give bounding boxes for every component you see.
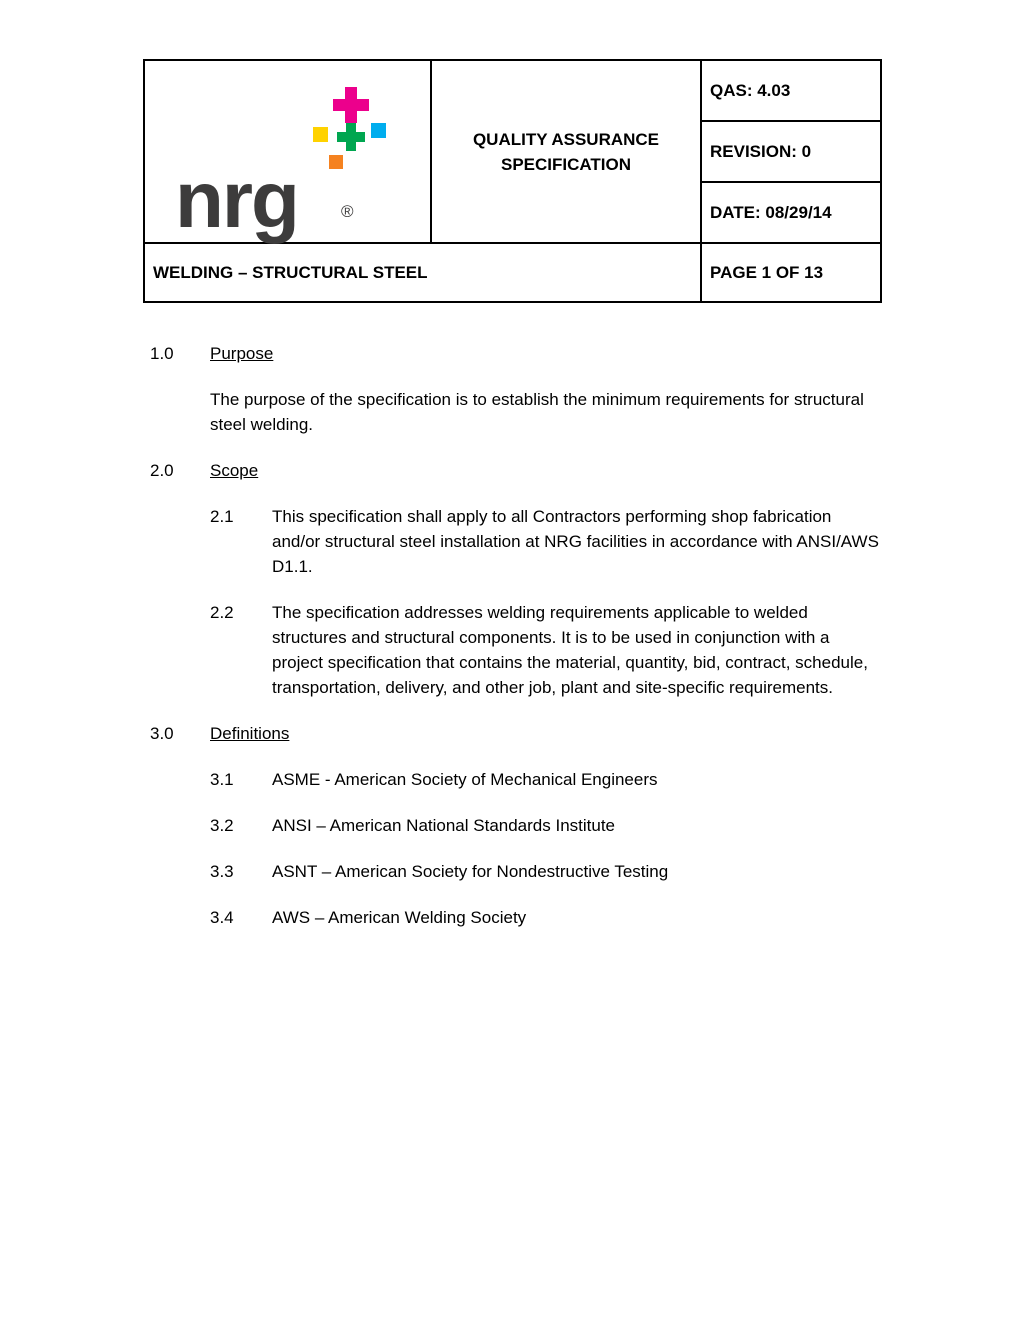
plus-icon-green (337, 123, 365, 151)
nrg-wordmark: nrg (175, 155, 298, 244)
paragraph-number: 2.2 (210, 603, 234, 622)
date-cell: DATE: 08/29/14 (701, 182, 881, 243)
definition-item (210, 767, 880, 792)
square-icon-orange (329, 155, 343, 169)
section-number: 1.0 (150, 344, 174, 363)
revision-cell: REVISION: 0 (701, 121, 881, 182)
section-number: 2.0 (150, 461, 174, 480)
plus-icon-magenta (333, 87, 369, 123)
paragraph (210, 600, 880, 700)
paragraph-number: 3.1 (210, 770, 234, 789)
document-title-cell: WELDING – STRUCTURAL STEEL (144, 243, 701, 302)
definition-text: ANSI – American National Standards Institute (272, 816, 616, 835)
page-number-cell: PAGE 1 OF 13 (701, 243, 881, 302)
definition-text: AWS – American Welding Society (272, 908, 527, 927)
logo-cell (144, 60, 431, 243)
paragraph-number: 3.4 (210, 908, 234, 927)
square-icon-blue (371, 123, 386, 138)
section-heading-row (150, 341, 880, 366)
section-number: 3.0 (150, 724, 174, 743)
paragraph-number: 2.1 (210, 507, 234, 526)
paragraph (210, 387, 880, 437)
square-icon-yellow (313, 127, 328, 142)
doc-type-cell: QUALITY ASSURANCE SPECIFICATION (431, 60, 701, 243)
definition-item (210, 859, 880, 884)
paragraph (210, 504, 880, 579)
registered-trademark-icon: ® (341, 202, 354, 221)
section-title: Definitions (210, 724, 290, 743)
qas-number-cell: QAS: 4.03 (701, 60, 881, 121)
header-table (143, 59, 882, 303)
definition-item (210, 905, 880, 930)
nrg-logo (145, 61, 430, 242)
section-heading-row (150, 721, 880, 746)
paragraph-number: 3.3 (210, 862, 234, 881)
document-body (150, 341, 880, 951)
section-title: Purpose (210, 344, 274, 363)
definition-text: ASNT – American Society for Nondestructive Testing (272, 862, 669, 881)
section-title: Scope (210, 461, 259, 480)
definition-text: ASME - American Society of Mechanical Engineers (272, 770, 658, 789)
definition-item (210, 813, 880, 838)
paragraph-text: The purpose of the specification is to establish the minimum requirements for structural steel welding. (210, 390, 864, 434)
paragraph-number: 3.2 (210, 816, 234, 835)
paragraph-text: The specification addresses welding requirements applicable to welded structures and structural components. It is to be used in conjunction with a project specification that contains the material, quantity, bid, contract, schedule, transportation, delivery, and other job, plant and site-specific requirements. (272, 603, 868, 697)
paragraph-text: This specification shall apply to all Contractors performing shop fabrication and/or structural steel installation at NRG facilities in accordance with ANSI/AWS D1.1. (272, 507, 879, 576)
nrg-plus-cluster-icon (305, 85, 397, 171)
section-heading-row (150, 458, 880, 483)
